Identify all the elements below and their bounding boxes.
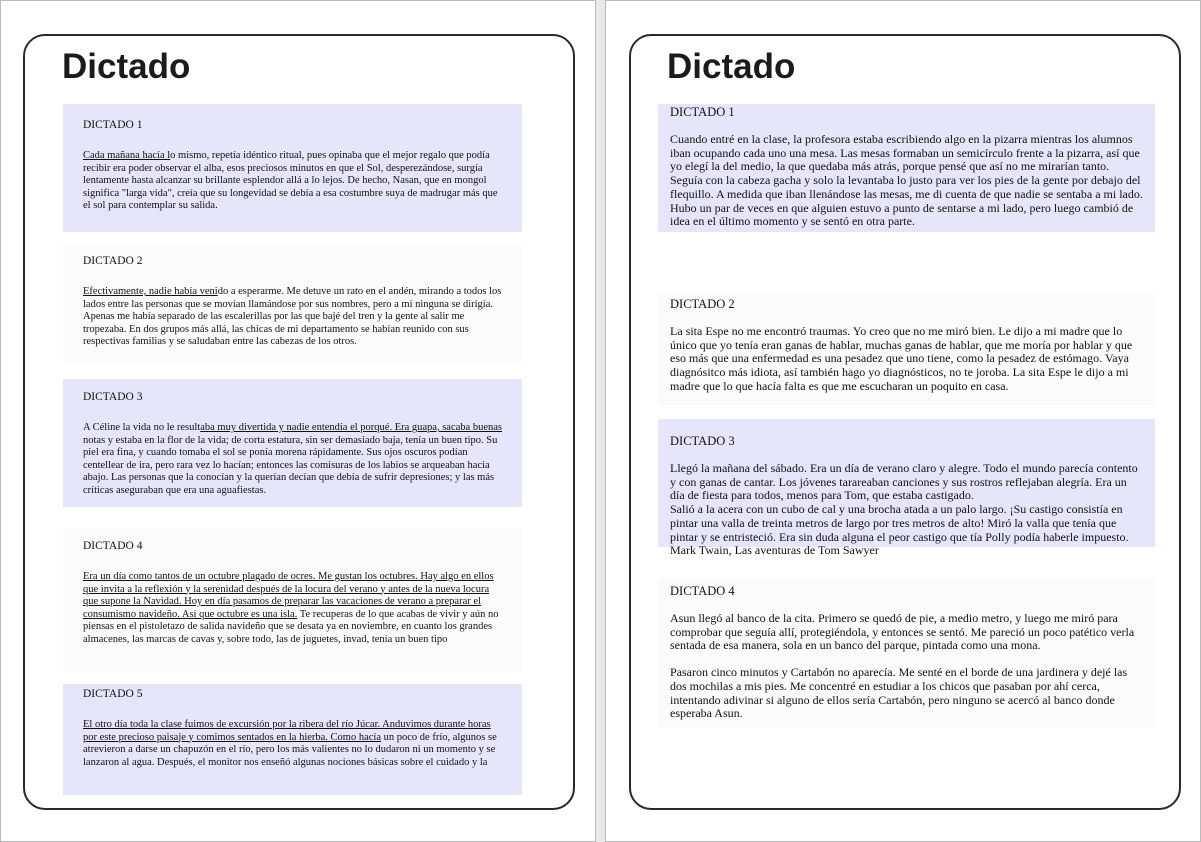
underlined-text: aba muy divertida y nadie entendía el porqué. Era guapa, sacaba buenas <box>200 422 502 433</box>
dictation-heading: DICTADO 1 <box>83 119 143 131</box>
dictation-source: Mark Twain, Las aventuras de Tom Sawyer <box>670 543 879 558</box>
dictation-heading: DICTADO 3 <box>83 391 143 403</box>
dictation-heading: DICTADO 2 <box>670 297 735 311</box>
dictation-1 <box>658 104 1155 232</box>
dictation-text: Llegó la mañana del sábado. Era un día de verano claro y alegre. Todo el mundo parecía contento y con ganas de cantar. Los jóvenes tarareaban canciones y sus rostros reflejaban alegría. Era un día de fiesta para todos, menos para Tom, que estaba castigado. <box>670 461 1138 503</box>
dictation-text <box>83 422 502 497</box>
dictation-heading: DICTADO 4 <box>83 540 143 552</box>
dictation-text: Asun llegó al banco de la cita. Primero se quedó de pie, a medio metro, y luego me miró para comprobar que seguía allí, protegiéndola, y entonces se sentó. Me pareció un poco patético verla sentada de esa manera, sola en un banco del parque, pintada como una mona. <box>670 611 1135 653</box>
dictation-4 <box>63 529 522 671</box>
body-text: Te recuperas de lo que acabas de vivir y aún no piensas en el pistoletazo de salida navideño que se desata ya en noviembre, en cuanto los grandes almacenes, las marcas de cavas y, sobre todo, las de juguetes, invad, tenía un buen tipo <box>83 608 499 645</box>
dictation-heading: DICTADO 1 <box>670 105 735 119</box>
underlined-text: Era un día como tantos de un octubre plagado de ocres. Me gustan los octubres. Hay algo en ellos que invita a la reflexión y la serenidad después de la locura del verano y antes de la nueva locura que supone la Navidad. Hoy en día pasamos de preparar las vacaciones de verano a preparar el consumismo navideño. Así que octubre es una isla. <box>83 571 494 620</box>
dictation-text-continued: Salió a la acera con un cubo de cal y una brocha atada a un palo largo. ¡Su castigo consistía en pintar una valla de treinta metros de largo por tres metros de alto! Miró la valla que tenía que pintar y se entristeció. Era sin duda alguna el peor castigo que tía Polly podía haberle impuesto. <box>670 502 1129 544</box>
underlined-text: Efectivamente, nadie había veni <box>83 286 218 297</box>
dictation-heading: DICTADO 5 <box>83 688 143 700</box>
dictation-text: La sita Espe no me encontró traumas. Yo creo que no me miró bien. Le dijo a mi madre que lo único que yo tenía eran ganas de hablar, muchas ganas de hablar, que me moría por hablar y que eso más que una enfermedad es una pesadez que uno tiene, como la pesadez de estómago. Vaya diagnósitco más idiota, así también hago yo diagnósticos, no te joroba. La sita Espe le dijo a mi madre que lo que hacía falta es que me escucharan un poquito en casa. <box>670 324 1133 393</box>
dictation-text <box>83 719 502 769</box>
body-text: o mismo, repetía idéntico ritual, pues opinaba que el mejor regalo que podía recibir era poder observar el alba, esos preciosos minutos en que el Sol, desperezándose, surgía lentamente hasta alcanzar su brillante esplendor allá a lo lejos. De hecho, Nasan, que en mongol significa "larga vida", creía que su longevidad se debía a esa costumbre suya de madrugar más que el sol para contemplar su salida. <box>83 150 498 211</box>
worksheet-page-left <box>0 0 596 842</box>
dictation-3 <box>63 379 522 507</box>
underlined-text: El otro día toda la clase fuimos de excursión por la ribera del río Júcar. Anduvimos durante horas por este precioso paisaje y comimos sentados en la hierba. Como hacía <box>83 719 491 743</box>
dictation-heading: DICTADO 2 <box>83 255 143 267</box>
underlined-text: Cada mañana hacía l <box>83 150 171 161</box>
dictation-1 <box>63 104 522 232</box>
page-title: Dictado <box>62 47 191 86</box>
dictation-text <box>83 286 502 349</box>
body-text: un poco de frío, algunos se atrevieron a darse un chapuzón en el río, pero los más valientes no lo dudaron ni un momento y se lanzaron al agua. Después, el monitor nos enseñó algunas nociones básicas sobre el cuidado y la <box>83 731 497 768</box>
dictation-text <box>83 150 502 213</box>
body-text: notas y estaba en la flor de la vida; de corta estatura, sin ser demasiado baja, tenía un buen tipo. Su piel era fina, y cuando tomaba el sol se ponía morena rápidamente. Sus ojos oscuros podían centellear de ira, pero rara vez lo hacían; entonces las comisuras de los labios se arqueaban hacia abajo. Las personas que la conocían y la querían decían que debía de sufrir depresiones; y las más críticas aseguraban que era una aguafiestas. <box>83 434 498 496</box>
dictation-4 <box>658 578 1155 728</box>
dictation-text <box>83 571 502 646</box>
dictation-heading: DICTADO 3 <box>670 434 735 448</box>
dictation-2 <box>658 293 1155 405</box>
body-text-start: A Céline la vida no le result <box>83 422 201 433</box>
worksheet-page-right <box>605 0 1201 842</box>
dictation-5 <box>63 684 522 795</box>
dictation-3 <box>658 419 1155 558</box>
dictation-2 <box>63 244 522 362</box>
dictation-text: Cuando entré en la clase, la profesora estaba escribiendo algo en la pizarra mientras los alumnos iban ocupando cada uno una mesa. Las mesas formaban un semicírculo frente a la pizarra, así que yo elegí la del medio, la que quedaba más atrás, porque pensé que así no me mirarían tanto. Seguía con la cabeza gacha y solo la levantaba lo justo para ver los pies de la gente por debajo del flequillo. A medida que iban llenándose las mesas, me di cuenta de que nadie se sentaba a mi lado. Hubo un par de veces en que alguien estuvo a punto de sentarse a mi lado, pero luego cambió de idea en el último momento y se sentó en otra parte. <box>670 132 1143 229</box>
dictation-text-continued: Pasaron cinco minutos y Cartabón no aparecía. Me senté en el borde de una jardinera y dejé las dos mochilas a mis pies. Me concentré en estudiar a los chicos que pasaban por ahí cerca, intentando adivinar si alguno de ellos sería Cartabón, pero ninguno se acercó al banco donde esperaba Asun. <box>670 665 1128 721</box>
body-text: do a esperarme. Me detuve un rato en el andén, mirando a todos los lados entre las personas que se movían llamándose por sus nombres, pero a mí ninguna se dirigía. Apenas me había separado de las escalerillas por las que bajé del tren y la gente al salir me tropezaba. En dos grupos más allá, las chicas de mi departamento se habían reunido con sus respectivas familias y se saludaban entre las cabezas de los otros. <box>83 286 502 347</box>
dictation-heading: DICTADO 4 <box>670 584 735 598</box>
page-title: Dictado <box>667 47 796 86</box>
